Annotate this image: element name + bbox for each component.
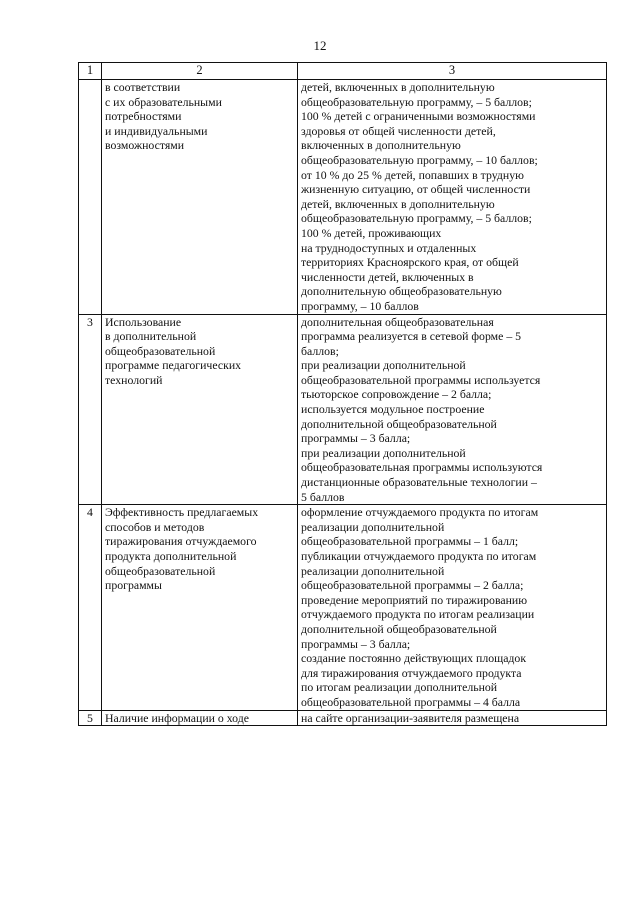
row-number: 3 xyxy=(79,314,102,505)
column-header-description: 3 xyxy=(298,63,607,80)
table-row xyxy=(79,314,607,505)
criterion-cell xyxy=(102,505,298,710)
criterion-line: в дополнительной xyxy=(105,329,197,344)
criterion-line: Наличие информации о ходе xyxy=(105,710,249,725)
description-cell xyxy=(298,710,607,726)
description-line: программы – 3 балла; xyxy=(301,431,411,446)
criterion-cell xyxy=(102,710,298,726)
description-line: дополнительной общеобразовательной xyxy=(301,416,497,431)
description-line: оформление отчуждаемого продукта по итогам xyxy=(301,505,539,520)
description-cell xyxy=(298,314,607,505)
description-cell xyxy=(298,505,607,710)
description-line: 5 баллов xyxy=(301,489,345,504)
row-number: 4 xyxy=(79,505,102,710)
description-line: публикации отчуждаемого продукта по итогам xyxy=(301,549,537,563)
criterion-line: общеобразовательной xyxy=(105,563,216,578)
description-line: жизненную ситуацию, от общей численности xyxy=(301,182,531,197)
description-line: реализации дополнительной xyxy=(301,563,445,578)
description-line: создание постоянно действующих площадок xyxy=(301,651,527,666)
description-line: используется модульное построение xyxy=(301,402,485,417)
criterion-line: возможностями xyxy=(105,138,185,153)
table-row xyxy=(79,80,607,315)
description-line: общеобразовательной программы – 1 балл; xyxy=(301,534,519,549)
description-line: 100 % детей, проживающих xyxy=(301,225,442,240)
criterion-line: программе педагогических xyxy=(105,358,242,373)
description-line: общеобразовательную программу, – 5 баллов; xyxy=(301,211,532,226)
row-number xyxy=(79,80,102,315)
criterion-line: с их образовательными xyxy=(105,94,222,109)
description-line: проведение мероприятий по тиражированию xyxy=(301,592,528,607)
criterion-line: Использование xyxy=(105,314,182,329)
table-row xyxy=(79,505,607,710)
criterion-line: тиражирования отчуждаемого xyxy=(105,534,257,549)
description-line: общеобразовательной программы используется xyxy=(301,372,541,387)
criterion-line: общеобразовательной xyxy=(105,343,216,358)
table-row xyxy=(79,710,607,726)
description-line: от 10 % до 25 % детей, попавших в трудную xyxy=(301,167,524,182)
description-line: на сайте организации-заявителя размещена xyxy=(301,710,520,725)
description-line: детей, включенных в дополнительную xyxy=(301,80,495,94)
description-line: численности детей, включенных в xyxy=(301,269,474,284)
description-line: отчуждаемого продукта по итогам реализации xyxy=(301,607,535,622)
description-line: общеобразовательной программы – 2 балла; xyxy=(301,578,524,593)
table-body xyxy=(79,80,607,726)
description-line: для тиражирования отчуждаемого продукта xyxy=(301,665,522,680)
criterion-line: в соответствии xyxy=(105,80,181,94)
description-line: баллов; xyxy=(301,343,339,358)
description-line: территориях Красноярского края, от общей xyxy=(301,255,519,270)
criterion-cell xyxy=(102,314,298,505)
description-line: реализации дополнительной xyxy=(301,519,445,534)
description-line: при реализации дополнительной xyxy=(301,358,466,373)
description-line: здоровья от общей численности детей, xyxy=(301,123,496,138)
description-line: на труднодоступных и отдаленных xyxy=(301,240,477,255)
description-line: дополнительной общеобразовательной xyxy=(301,621,497,636)
criterion-line: продукта дополнительной xyxy=(105,549,237,563)
page-number: 12 xyxy=(313,38,327,53)
description-line: при реализации дополнительной xyxy=(301,445,466,460)
description-line: тьюторское сопровождение – 2 балла; xyxy=(301,387,492,402)
criterion-line: программы xyxy=(105,578,162,593)
description-line: программы – 3 балла; xyxy=(301,636,411,651)
description-line: включенных в дополнительную xyxy=(301,138,461,153)
description-line: по итогам реализации дополнительной xyxy=(301,680,498,695)
description-line: общеобразовательной программы – 4 балла xyxy=(301,694,521,709)
description-line: программу, – 10 баллов xyxy=(301,298,419,313)
description-line: дополнительная общеобразовательная xyxy=(301,314,494,329)
criteria-table xyxy=(78,62,607,726)
criterion-line: технологий xyxy=(105,372,163,387)
column-header-criterion: 2 xyxy=(102,63,298,80)
description-line: дополнительную общеобразовательную xyxy=(301,284,502,299)
criterion-line: потребностями xyxy=(105,109,182,124)
description-line: общеобразовательная программы используются xyxy=(301,460,543,475)
description-line: дистанционные образовательные технологии – xyxy=(301,475,537,490)
criterion-cell xyxy=(102,80,298,315)
table-header-row xyxy=(79,63,607,80)
description-line: общеобразовательную программу, – 5 баллов; xyxy=(301,94,532,109)
criterion-line: способов и методов xyxy=(105,519,205,534)
description-line: общеобразовательную программу, – 10 баллов; xyxy=(301,152,538,167)
row-number: 5 xyxy=(79,710,102,726)
column-header-number: 1 xyxy=(79,63,102,80)
description-cell xyxy=(298,80,607,315)
description-line: детей, включенных в дополнительную xyxy=(301,196,495,211)
criterion-line: и индивидуальными xyxy=(105,123,208,138)
description-line: 100 % детей с ограниченными возможностями xyxy=(301,109,536,124)
criterion-line: Эффективность предлагаемых xyxy=(105,505,259,520)
description-line: программа реализуется в сетевой форме – 5 xyxy=(301,329,522,344)
